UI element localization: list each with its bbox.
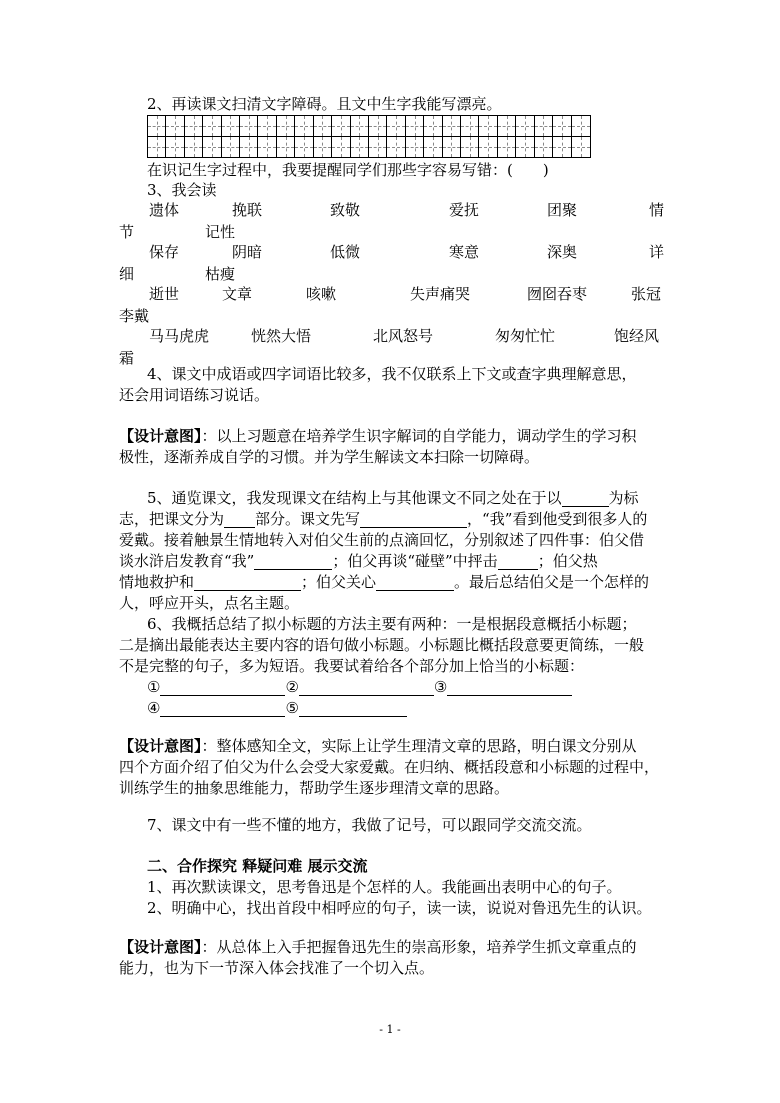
s6-line-1: 6、我概括总结了拟小标题的方法主要有两种：一是根据段意概括小标题； [147, 615, 637, 633]
design-intent-label: 【设计意图】 [119, 737, 202, 755]
word: 匆匆忙忙 [495, 327, 556, 345]
fill-blank[interactable] [376, 574, 454, 591]
writing-cell[interactable] [277, 116, 295, 137]
writing-cell[interactable] [351, 137, 369, 158]
writing-cell[interactable] [424, 116, 442, 137]
fill-blank[interactable] [299, 700, 407, 717]
part2-line-1: 1、再次默读课文，思考鲁迅是个怎样的人。我能画出表明中心的句子。 [147, 878, 622, 896]
writing-cell[interactable] [185, 116, 203, 137]
writing-cell[interactable] [553, 116, 571, 137]
s5-line-6: 人，呼应开头，点名主题。 [119, 594, 300, 612]
word: 逝世 [149, 285, 180, 303]
writing-cell[interactable] [535, 116, 553, 137]
word: 霜 [119, 349, 135, 367]
word: 深奥 [547, 243, 578, 261]
writing-cell[interactable] [295, 137, 313, 158]
writing-cell[interactable] [277, 137, 295, 158]
fill-blank[interactable] [194, 574, 301, 591]
design-intent-3: 【设计意图】：从总体上入手把握鲁迅先生的崇高形象，培养学生抓文章重点的 [119, 938, 637, 956]
word: 团聚 [547, 201, 578, 219]
s5-line-1: 5、通览课文，我发现课文在结构上与其他课文不同之处在于以 为标 [147, 489, 639, 507]
writing-cell[interactable] [406, 137, 424, 158]
writing-cell[interactable] [535, 137, 553, 158]
s5-line-2: 志，把课文分为 部分。课文先写 ，“我”看到他受到很多人的 [119, 510, 648, 528]
fill-blank[interactable] [562, 490, 609, 507]
writing-cell[interactable] [351, 116, 369, 137]
fill-blank[interactable] [498, 553, 538, 570]
word: 文章 [222, 285, 253, 303]
writing-cell[interactable] [479, 137, 497, 158]
writing-cell[interactable] [498, 137, 516, 158]
word: 马马虎虎 [149, 327, 210, 345]
writing-cell[interactable] [148, 116, 166, 137]
word: 情 [649, 201, 665, 219]
design-intent-label: 【设计意图】 [119, 938, 202, 956]
writing-cell[interactable] [387, 116, 405, 137]
writing-cell[interactable] [369, 137, 387, 158]
writing-cell[interactable] [258, 116, 276, 137]
design-intent-3-line-2: 能力，也为下一节深入体会找准了一个切入点。 [119, 959, 435, 977]
fill-blank[interactable] [160, 700, 285, 717]
design-intent-2: 【设计意图】：整体感知全文，实际上让学生理清文章的思路，明白课文分别从 [119, 737, 637, 755]
s2-remind: 在识记生字过程中，我要提醒同学们那些字容易写错：( ) [147, 161, 549, 179]
writing-cell[interactable] [166, 137, 184, 158]
s6-line-2: 二是摘出最能表达主要内容的语句做小标题。小标题比概括段意要更简练，一般 [119, 636, 645, 654]
writing-cell[interactable] [369, 116, 387, 137]
writing-cell[interactable] [203, 137, 221, 158]
fill-blank[interactable] [360, 511, 467, 528]
fill-blank[interactable] [299, 679, 434, 696]
word: 李戴 [119, 307, 150, 325]
writing-cell[interactable] [443, 116, 461, 137]
writing-cell[interactable] [443, 137, 461, 158]
s4-line-2: 还会用词语练习说话。 [119, 386, 270, 404]
design-intent-2-line-2: 四个方面介绍了伯父为什么会受大家爱戴。在归纳、概括段意和小标题的过程中， [119, 758, 660, 776]
writing-cell[interactable] [479, 116, 497, 137]
word: 低微 [330, 243, 361, 261]
word: 遗体 [149, 201, 180, 219]
design-intent-1: 【设计意图】：以上习题意在培养学生识字解词的自学能力，调动学生的学习积 [119, 427, 637, 445]
design-intent-2-line-3: 训练学生的抽象思维能力，帮助学生逐步理清文章的思路。 [119, 779, 510, 797]
writing-cell[interactable] [516, 116, 534, 137]
word: 恍然大悟 [251, 327, 312, 345]
writing-cell[interactable] [553, 137, 571, 158]
word: 囫囵吞枣 [527, 285, 588, 303]
word: 寒意 [449, 243, 480, 261]
writing-cell[interactable] [240, 116, 258, 137]
writing-cell[interactable] [498, 116, 516, 137]
part2-heading: 二、合作探究 释疑问难 展示交流 [147, 857, 368, 875]
s7-line: 7、课文中有一些不懂的地方，我做了记号，可以跟同学交流交流。 [147, 816, 592, 834]
word: 阴暗 [232, 243, 263, 261]
subtitle-blanks-row-2: ④ ⑤ [147, 697, 407, 719]
s6-line-3: 不是完整的句子，多为短语。我要试着给各个部分加上恰当的小标题： [119, 657, 585, 675]
writing-cell[interactable] [222, 137, 240, 158]
word: 细 [119, 265, 135, 283]
word: 北风怒号 [373, 327, 434, 345]
part2-line-2: 2、明确中心，找出首段中相呼应的句子，读一读，说说对鲁迅先生的认识。 [147, 899, 652, 917]
s2-title: 2、再读课文扫清文字障碍。且文中生字我能写漂亮。 [147, 95, 502, 113]
writing-cell[interactable] [185, 137, 203, 158]
writing-cell[interactable] [295, 116, 313, 137]
writing-cell[interactable] [148, 137, 166, 158]
writing-cell[interactable] [314, 137, 332, 158]
writing-cell[interactable] [461, 137, 479, 158]
writing-cell[interactable] [314, 116, 332, 137]
writing-cell[interactable] [387, 137, 405, 158]
fill-blank[interactable] [160, 679, 285, 696]
fill-blank[interactable] [224, 511, 255, 528]
word: 记性 [205, 223, 236, 241]
page-number: - 1 - [379, 1023, 401, 1036]
word: 挽联 [232, 201, 263, 219]
word: 枯瘦 [205, 265, 236, 283]
character-writing-grid [147, 115, 591, 158]
word: 饱经风 [614, 327, 660, 345]
writing-cell[interactable] [461, 116, 479, 137]
writing-cell[interactable] [572, 137, 590, 158]
word: 张冠 [631, 285, 662, 303]
word: 咳嗽 [306, 285, 337, 303]
writing-cell[interactable] [424, 137, 442, 158]
writing-cell[interactable] [240, 137, 258, 158]
writing-cell[interactable] [222, 116, 240, 137]
word: 详 [649, 243, 665, 261]
s3-title: 3、我会读 [147, 181, 217, 199]
writing-cell[interactable] [203, 116, 221, 137]
writing-cell[interactable] [516, 137, 534, 158]
writing-cell[interactable] [166, 116, 184, 137]
subtitle-blanks-row-1: ① ② ③ [147, 676, 572, 698]
word: 保存 [149, 243, 180, 261]
s5-line-4: 谈水浒启发教育“我” ；伯父再谈“碰壁”中抨击 ；伯父热 [119, 552, 598, 570]
s5-line-3: 爱戴。接着触景生情地转入对伯父生前的点滴回忆，分别叙述了四件事：伯父借 [119, 531, 645, 549]
fill-blank[interactable] [447, 679, 572, 696]
design-intent-1-line-2: 极性，逐渐养成自学的习惯。并为学生解读文本扫除一切障碍。 [119, 448, 540, 466]
word: 失声痛哭 [410, 285, 471, 303]
word: 爱抚 [449, 201, 480, 219]
s4-line-1: 4、课文中成语或四字词语比较多，我不仅联系上下文或查字典理解意思， [147, 365, 637, 383]
design-intent-label: 【设计意图】 [119, 427, 202, 445]
word: 节 [119, 223, 135, 241]
s5-line-5: 情地救护和 ；伯父关心 。最后总结伯父是一个怎样的 [119, 573, 650, 591]
writing-cell[interactable] [332, 137, 350, 158]
fill-blank[interactable] [254, 553, 332, 570]
writing-cell[interactable] [406, 116, 424, 137]
word: 致敬 [330, 201, 361, 219]
writing-cell[interactable] [332, 116, 350, 137]
writing-cell[interactable] [572, 116, 590, 137]
writing-cell[interactable] [258, 137, 276, 158]
